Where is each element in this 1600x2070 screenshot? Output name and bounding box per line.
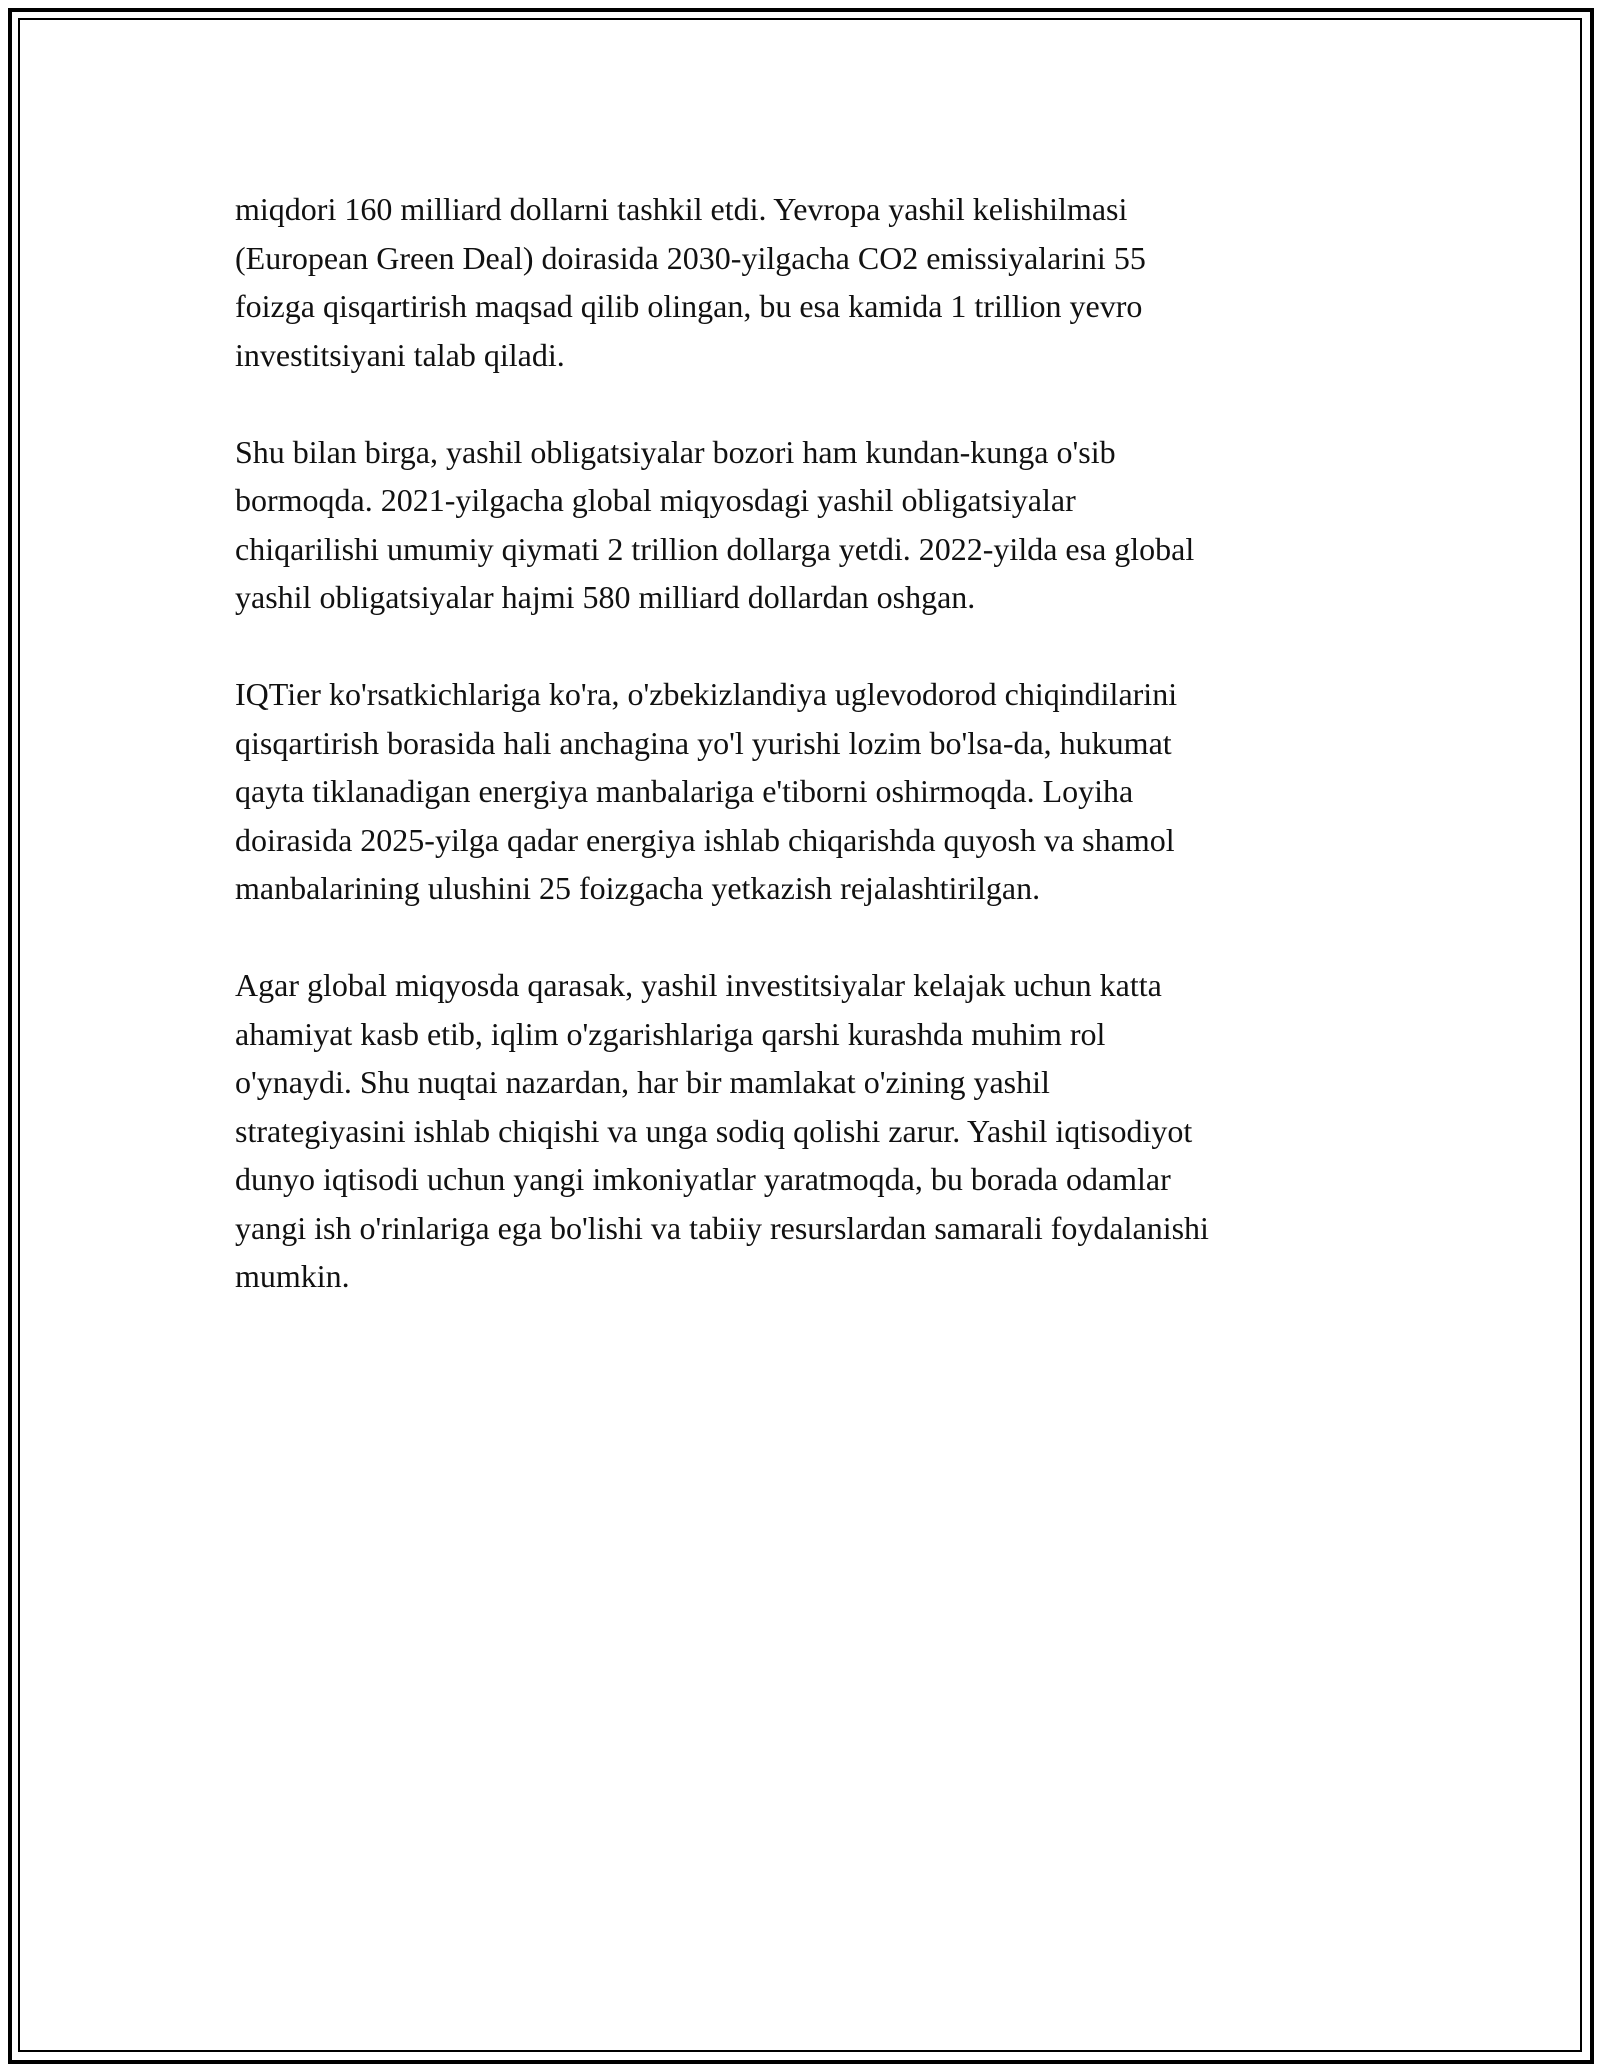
paragraph-4 xyxy=(235,961,1375,1301)
text-line: (European Green Deal) doirasida 2030-yilgacha CO2 emissiyalarini 55 xyxy=(235,239,1146,276)
paragraph-2 xyxy=(235,428,1375,622)
text-line: qisqartirish borasida hali anchagina yo'l yurishi lozim bo'lsa-da, hukumat xyxy=(235,724,1172,761)
text-line: Agar global miqyosda qarasak, yashil investitsiyalar kelajak uchun katta xyxy=(235,967,1162,1003)
paragraph-3 xyxy=(235,670,1375,913)
text-line: yangi ish o'rinlariga ega bo'lishi va tabiiy resurslardan samarali foydalanishi xyxy=(235,1209,1209,1246)
paragraph-1 xyxy=(235,185,1375,379)
text-line: dunyo iqtisodi uchun yangi imkoniyatlar yaratmoqda, bu borada odamlar xyxy=(235,1161,1171,1197)
text-line: qayta tiklanadigan energiya manbalariga e'tiborni oshirmoqda. Loyiha xyxy=(235,773,1134,809)
text-line: bormoqda. 2021-yilgacha global miqyosdagi yashil obligatsiyalar xyxy=(235,482,1076,518)
text-line: IQTier ko'rsatkichlariga ko'ra, o'zbekizlandiya uglevodorod chiqindilarini xyxy=(235,676,1178,712)
text-line: Shu bilan birga, yashil obligatsiyalar bozori ham kundan-kunga o'sib xyxy=(235,433,1116,470)
text-line: yashil obligatsiyalar hajmi 580 milliard dollardan oshgan. xyxy=(235,579,976,615)
text-line: investitsiyani talab qiladi. xyxy=(235,336,565,373)
text-line: manbalarining ulushini 25 foizgacha yetkazish rejalashtirilgan. xyxy=(235,870,1041,906)
text-line: mumkin. xyxy=(235,1258,350,1294)
text-line: chiqarilishi umumiy qiymati 2 trillion dollarga yetdi. 2022-yilda esa global xyxy=(235,530,1195,567)
text-line: doirasida 2025-yilga qadar energiya ishlab chiqarishda quyosh va shamol xyxy=(235,821,1175,858)
text-line: miqdori 160 milliard dollarni tashkil etdi. Yevropa yashil kelishilmasi xyxy=(235,191,1128,227)
text-line: ahamiyat kasb etib, iqlim o'zgarishlariga qarshi kurashda muhim rol xyxy=(235,1015,1106,1052)
text-line: o'ynaydi. Shu nuqtai nazardan, har bir mamlakat o'zining yashil xyxy=(235,1064,1050,1100)
text-line: strategiyasini ishlab chiqishi va unga sodiq qolishi zarur. Yashil iqtisodiyot xyxy=(235,1112,1193,1149)
text-line: foizga qisqartirish maqsad qilib olingan, bu esa kamida 1 trillion yevro xyxy=(235,288,1143,324)
document-body xyxy=(235,185,1375,1349)
